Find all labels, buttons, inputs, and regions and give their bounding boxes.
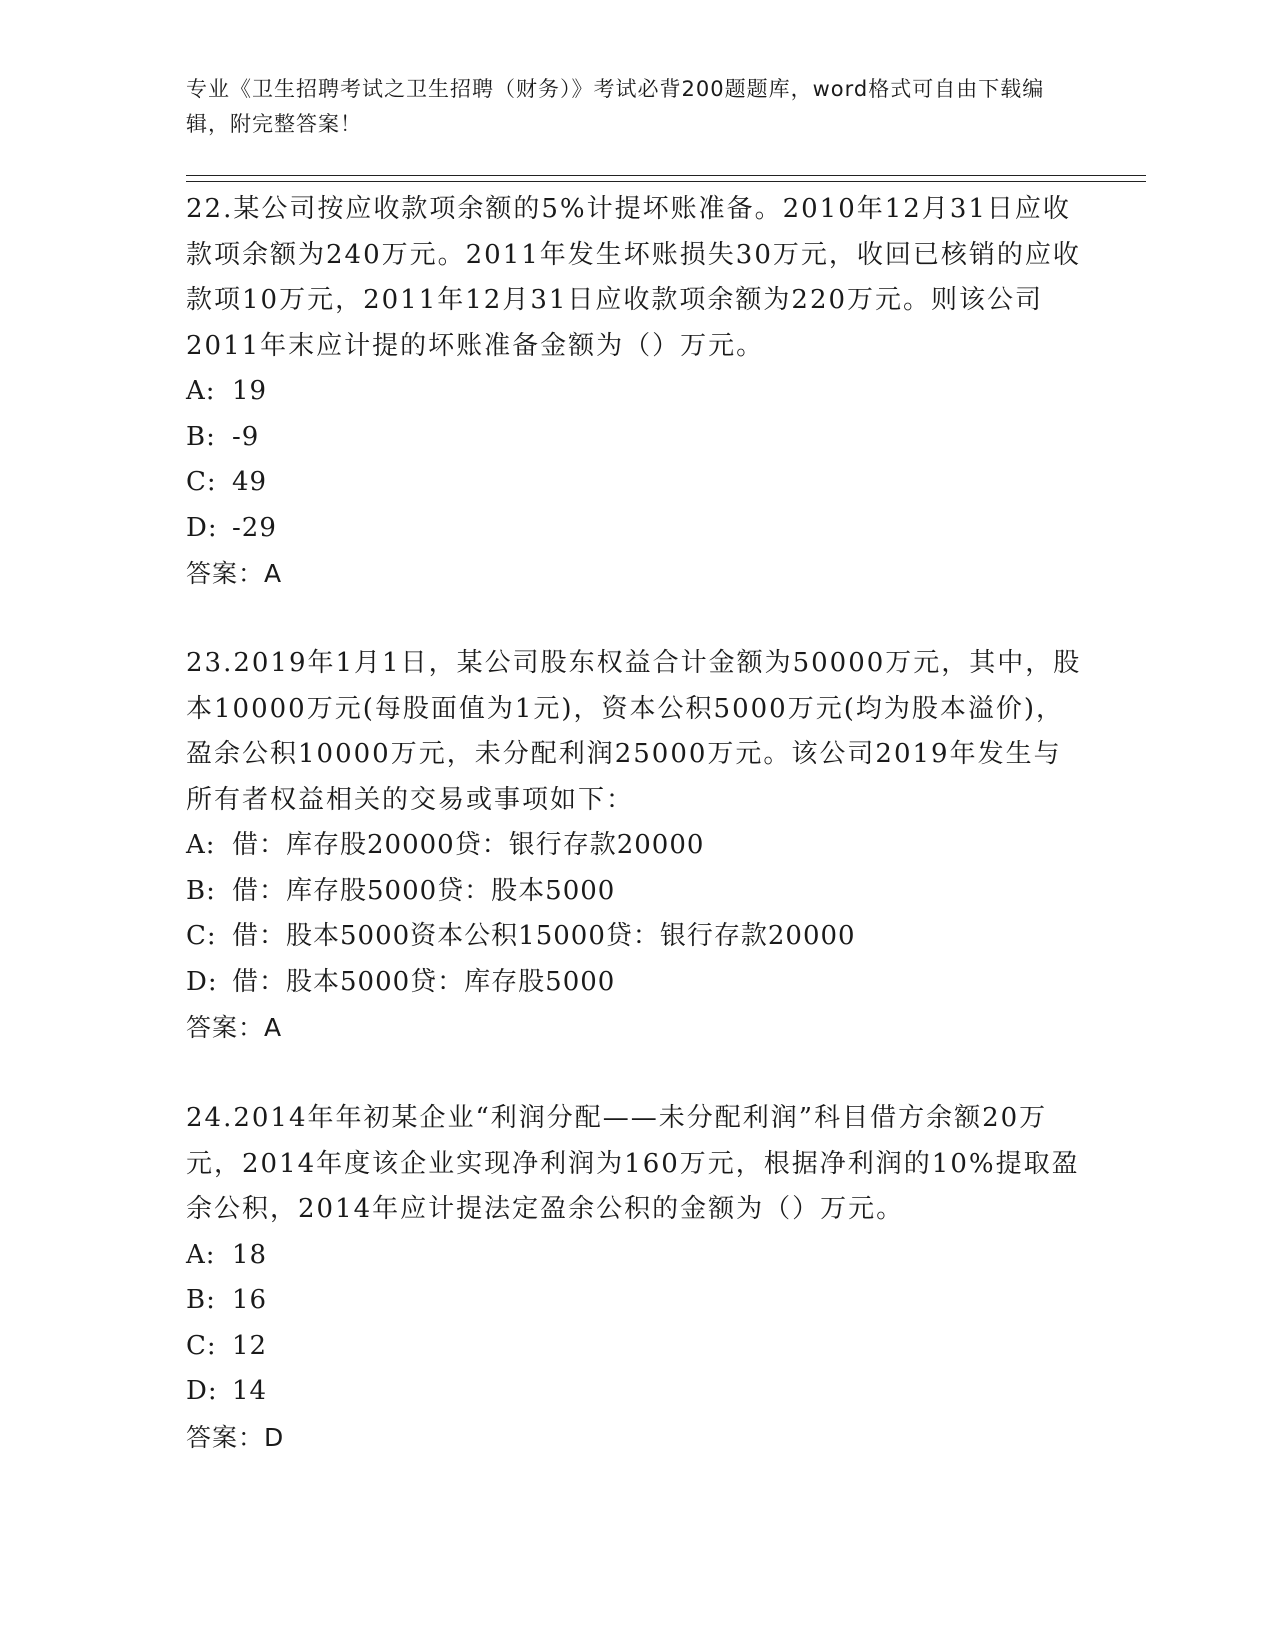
option-c	[186, 914, 1086, 960]
option-text: -29	[232, 512, 277, 543]
option-a	[186, 1233, 1086, 1279]
option-text: 借：库存股20000贷：银行存款20000	[232, 830, 705, 860]
option-key: B:	[186, 421, 216, 452]
answer: 答案：D	[186, 1422, 285, 1452]
answer: 答案：A	[186, 1013, 283, 1042]
option-key: D:	[186, 966, 218, 997]
option-key: A:	[186, 1239, 216, 1270]
option-key: D:	[186, 512, 218, 543]
option-key: D:	[186, 1376, 218, 1406]
option-key: A:	[186, 830, 216, 860]
option-c	[186, 1324, 1086, 1370]
option-text: 12	[232, 1330, 268, 1361]
option-d	[186, 506, 1086, 552]
header-divider-top	[186, 175, 1146, 176]
option-text: 14	[232, 1376, 268, 1406]
question-24	[186, 1096, 1086, 1460]
intro-text: 专业《卫生招聘考试之卫生招聘（财务）》考试必背200题题库，word格式可自由下载编辑，附完整答案！	[186, 77, 1045, 136]
option-a	[186, 823, 1086, 869]
option-b	[186, 1278, 1086, 1324]
option-key: C:	[186, 467, 217, 497]
question-23	[186, 641, 1086, 1051]
option-text: 18	[232, 1239, 268, 1270]
option-key: B:	[186, 1285, 216, 1315]
question-stem: 22.某公司按应收款项余额的5%计提坏账准备。2010年12月31日应收款项余额为240万元。2011年发生坏账损失30万元，收回已核销的应收款项10万元，2011年12月31日应收款项余额为220万元。则该公司2011年末应计提的坏账准备金额为（）万元。	[186, 194, 1081, 361]
option-d	[186, 1369, 1086, 1415]
option-text: 借：股本5000贷：库存股5000	[232, 966, 616, 997]
option-key: C:	[186, 921, 217, 951]
option-text: 借：股本5000资本公积15000贷：银行存款20000	[232, 921, 856, 951]
option-text: -9	[232, 421, 260, 452]
answer: 答案：A	[186, 559, 283, 588]
option-c	[186, 460, 1086, 506]
option-text: 16	[232, 1285, 268, 1315]
header-divider-bottom	[186, 181, 1146, 182]
question-stem: 24.2014年年初某企业“利润分配——未分配利润”科目借方余额20万元，2014年度该企业实现净利润为160万元，根据净利润的10%提取盈余公积，2014年应计提法定盈余公积的金额为（）万元。	[186, 1103, 1080, 1224]
option-key: B:	[186, 875, 216, 906]
document-intro	[186, 72, 1066, 142]
option-text: 19	[232, 376, 268, 406]
option-b	[186, 869, 1086, 915]
question-stem: 23.2019年1月1日，某公司股东权益合计金额为50000万元，其中，股本10000万元(每股面值为1元)，资本公积5000万元(均为股本溢价)，盈余公积10000万元，未分配利润25000万元。该公司2019年发生与所有者权益相关的交易或事项如下：	[186, 648, 1082, 815]
option-a	[186, 369, 1086, 415]
option-text: 借：库存股5000贷：股本5000	[232, 875, 616, 906]
option-key: A:	[186, 376, 216, 406]
option-b	[186, 415, 1086, 461]
option-key: C:	[186, 1330, 217, 1361]
option-text: 49	[232, 467, 268, 497]
option-d	[186, 960, 1086, 1006]
question-22	[186, 187, 1086, 597]
